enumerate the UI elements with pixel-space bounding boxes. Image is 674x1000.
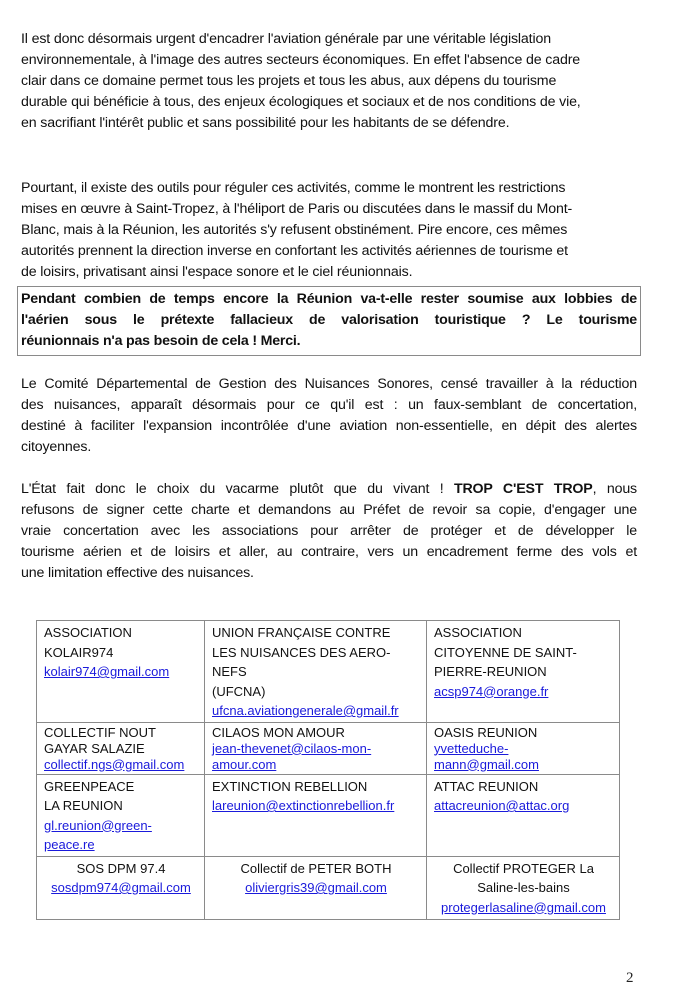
- signatory-name: NEFS: [212, 664, 247, 679]
- signatory-cell: [205, 621, 427, 723]
- text-line: mises en œuvre à Saint-Tropez, à l'héliport de Paris ou discutées dans le massif du Mont-: [21, 201, 573, 217]
- signatory-name: GAYAR SALAZIE: [44, 740, 145, 756]
- signatory-cell: [37, 774, 205, 856]
- signatory-email-link[interactable]: ufcna.aviationgenerale@gmail.fr: [212, 703, 399, 718]
- signatory-name: SOS DPM 97.4: [76, 860, 166, 876]
- paragraph-committee: [21, 374, 637, 458]
- signatory-name: COLLECTIF NOUT: [44, 724, 156, 740]
- text-line: Il est donc désormais urgent d'encadrer l'aviation générale par une véritable législation: [21, 31, 551, 47]
- text-line: [21, 479, 637, 500]
- signatories-table: [36, 620, 620, 920]
- text-line: l'aérien sous le prétexte fallacieux de valorisation touristique ? Le tourisme: [21, 312, 637, 328]
- signatory-name: Saline-les-bains: [477, 880, 570, 895]
- table-row: [37, 856, 620, 919]
- signatory-email-link[interactable]: lareunion@extinctionrebellion.fr: [212, 798, 395, 813]
- text-line: citoyennes.: [21, 439, 92, 455]
- paragraph-legislation: [21, 29, 637, 134]
- signatory-cell: [205, 774, 427, 856]
- text-line: Pendant combien de temps encore la Réunion va-t-elle rester soumise aux lobbies de: [21, 291, 637, 307]
- text-line: réunionnais n'a pas besoin de cela ! Merci.: [21, 333, 301, 349]
- signatory-email-link[interactable]: oliviergris39@gmail.com: [245, 880, 387, 895]
- slogan-bold: TROP C'EST TROP: [453, 481, 593, 497]
- signatory-name: KOLAIR974: [44, 644, 114, 660]
- signatory-name: Collectif de PETER BOTH: [240, 860, 392, 876]
- email-line: yvetteduche-: [434, 740, 509, 756]
- signatory-name: EXTINCTION REBELLION: [212, 778, 368, 794]
- signatory-name: PIERRE-REUNION: [434, 664, 547, 679]
- signatory-name: UNION FRANÇAISE CONTRE: [212, 625, 391, 640]
- text-line: en sacrifiant l'intérêt public et sans possibilité pour les habitants de se défendre.: [21, 115, 510, 131]
- signatory-email-link[interactable]: kolair974@gmail.com: [44, 664, 170, 679]
- email-line: gl.reunion@green-: [44, 817, 152, 833]
- text-line: destiné à faciliter l'expansion incontrôlée d'une aviation non-essentielle, en dépit des alertes: [21, 418, 637, 434]
- text-fragment: , nous: [592, 481, 638, 497]
- signatory-name: (UFCNA): [212, 683, 266, 699]
- signatory-cell: [427, 621, 620, 723]
- signatory-cell: [37, 621, 205, 723]
- signatory-name: Collectif PROTEGER La: [453, 860, 594, 876]
- signatory-cell: [427, 856, 620, 919]
- signatory-cell: [205, 856, 427, 919]
- signatory-email-link[interactable]: sosdpm974@gmail.com: [51, 880, 191, 895]
- text-line: Pourtant, il existe des outils pour réguler ces activités, comme le montrent les restrictions: [21, 180, 566, 196]
- table-row: [37, 722, 620, 774]
- signatory-cell: [37, 856, 205, 919]
- paragraph-regulation-tools: [21, 178, 637, 283]
- table-row: [37, 774, 620, 856]
- signatory-name: OASIS REUNION: [434, 724, 538, 740]
- text-line: tourisme aérien et de loisirs et aller, au contraire, vers un encadrement ferme des vols et: [21, 544, 637, 560]
- text-fragment: L'État fait donc le choix du vacarme plutôt que du vivant !: [21, 481, 454, 497]
- text-line: environnementale, à l'image des autres secteurs économiques. En effet l'absence de cadre: [21, 52, 581, 68]
- email-line: mann@gmail.com: [434, 756, 539, 772]
- text-line: durable qui bénéficie à tous, des enjeux écologiques et sociaux et de nos conditions de vie,: [21, 94, 581, 110]
- signatory-name: ASSOCIATION: [44, 625, 132, 640]
- email-line: amour.com: [212, 756, 277, 772]
- email-line: jean-thevenet@cilaos-mon-: [212, 740, 372, 756]
- signatory-email-link[interactable]: protegerlasaline@gmail.com: [441, 899, 606, 915]
- signatory-email-link[interactable]: [44, 816, 198, 855]
- signatory-name: LES NUISANCES DES AERO-: [212, 644, 391, 660]
- signatory-name: ASSOCIATION: [434, 625, 522, 640]
- signatory-name: LA REUNION: [44, 798, 123, 813]
- signatory-cell: [427, 774, 620, 856]
- page-number: 2: [626, 970, 634, 986]
- text-line: une limitation effective des nuisances.: [21, 565, 254, 581]
- signatory-email-link[interactable]: [212, 741, 420, 773]
- signatory-email-link[interactable]: [434, 741, 613, 773]
- text-line: clair dans ce domaine permet tous les projets et tous les abus, aux dépens du tourisme: [21, 73, 557, 89]
- text-line: autorités prennent la direction inverse en confortant les activités aériennes de tourisme et: [21, 243, 568, 259]
- email-line: peace.re: [44, 837, 95, 852]
- signatory-name: GREENPEACE: [44, 778, 135, 794]
- text-line: Blanc, mais à la Réunion, les autorités s'y refusent obstinément. Pire encore, ces mêmes: [21, 222, 568, 238]
- signatory-email-link[interactable]: collectif.ngs@gmail.com: [44, 756, 185, 772]
- text-line: Le Comité Départemental de Gestion des Nuisances Sonores, censé travailler à la réduction: [21, 376, 637, 392]
- signatory-cell: [37, 722, 205, 774]
- signatory-cell: [205, 722, 427, 774]
- table-row: [37, 621, 620, 723]
- text-line: vraie concertation avec les associations pour arrêter de protéger et de développer le: [21, 523, 637, 539]
- signatory-name: ATTAC REUNION: [434, 778, 539, 794]
- signatory-cell: [427, 722, 620, 774]
- highlighted-question-box: [17, 286, 641, 356]
- text-line: de loisirs, privatisant ainsi l'espace sonore et le ciel réunionnais.: [21, 264, 413, 280]
- text-line: des nuisances, apparaît désormais pour ce qu'il est : un faux-semblant de concertation,: [21, 397, 637, 413]
- text-line: refusons de signer cette charte et demandons au Préfet de revoir sa copie, d'engager une: [21, 502, 637, 518]
- signatory-email-link[interactable]: acsp974@orange.fr: [434, 683, 549, 699]
- paragraph-refusal: [21, 479, 637, 584]
- signatory-email-link[interactable]: attacreunion@attac.org: [434, 798, 570, 813]
- signatory-name: CILAOS MON AMOUR: [212, 724, 345, 740]
- signatory-name: CITOYENNE DE SAINT-: [434, 644, 577, 660]
